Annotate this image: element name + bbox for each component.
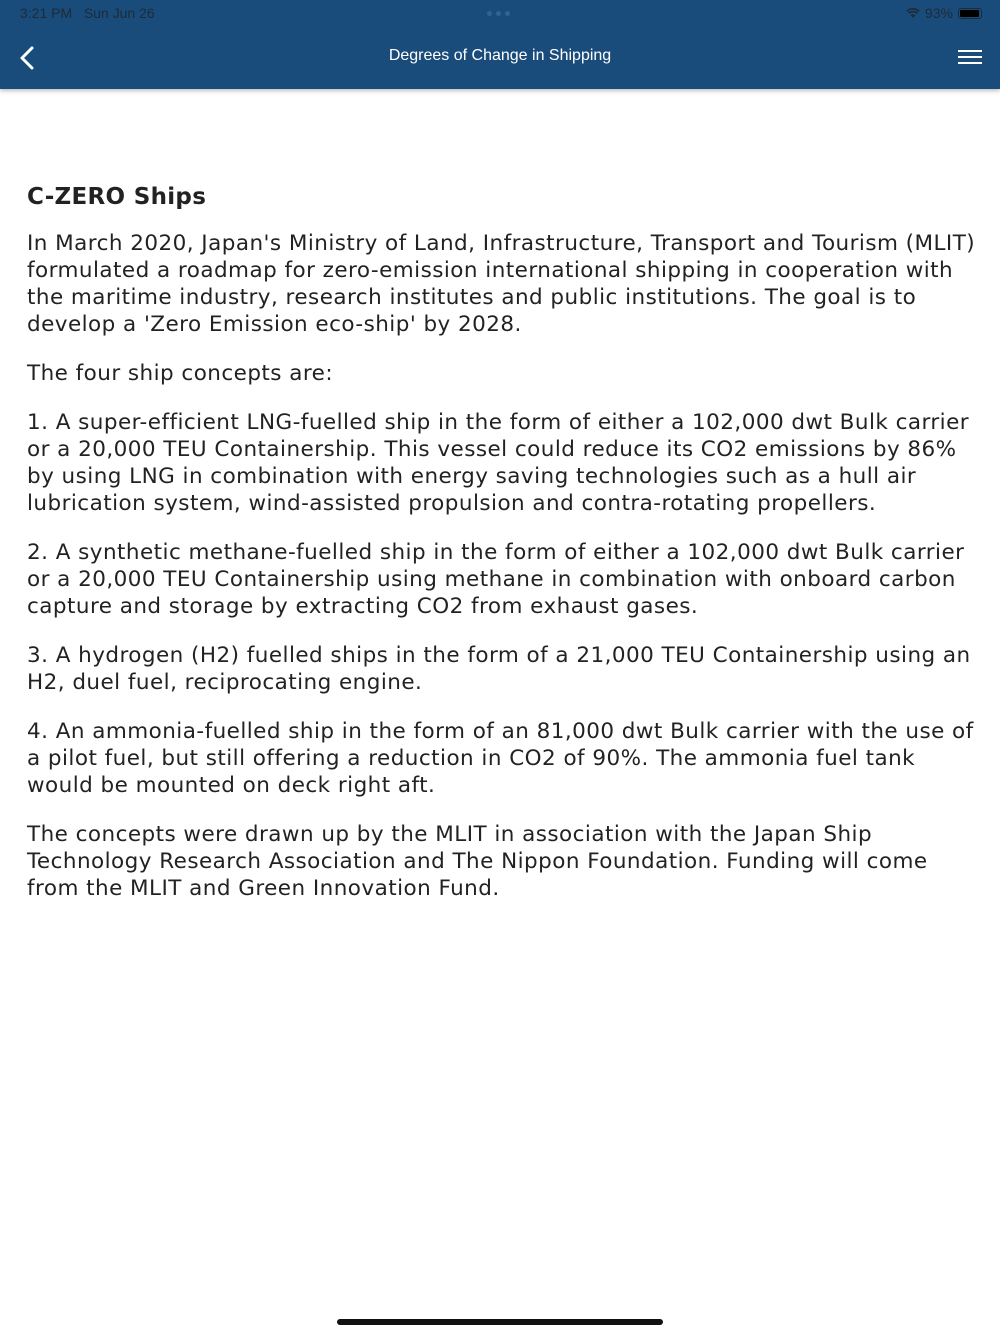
article-heading: C-ZERO Ships (27, 184, 207, 210)
status-indicators (906, 5, 982, 21)
article-paragraph: The four ship concepts are: (27, 361, 334, 386)
article-paragraph: In March 2020, Japan's Ministry of Land, Infrastructure, Transport and Tourism (MLIT) formulated a roadmap for zero-emission international shipping in cooperation with the maritime industry, research institutes and public institutions. The goal is to develop a 'Zero Emission eco-ship' by 2028. (27, 231, 976, 337)
navigation-bar (0, 0, 1000, 89)
battery-icon (958, 8, 982, 19)
article-content (27, 184, 982, 924)
article-paragraph: The concepts were drawn up by the MLIT in association with the Japan Ship Technology Research Association and The Nippon Foundation. Funding will come from the MLIT and Green Innovation Fund. (27, 822, 928, 901)
status-date: Sun Jun 26 (83, 5, 155, 21)
hamburger-menu-icon[interactable] (958, 50, 982, 66)
article-paragraph: 2. A synthetic methane-fuelled ship in the form of either a 102,000 dwt Bulk carrier or a 20,000 TEU Containership using methane in combination with onboard carbon capture and storage by extracting CO2 from exhaust gases. (27, 540, 965, 619)
article-paragraph: 3. A hydrogen (H2) fuelled ships in the form of a 21,000 TEU Containership using an H2, duel fuel, reciprocating engine. (27, 643, 971, 695)
article-paragraph: 1. A super-efficient LNG-fuelled ship in the form of either a 102,000 dwt Bulk carrier or a 20,000 TEU Containership. This vessel could reduce its CO2 emissions by 86% by using LNG in combination with energy saving technologies such as a hull air lubrication system, wind-assisted propulsion and contra-rotating propellers. (27, 410, 970, 516)
home-indicator[interactable] (337, 1319, 663, 1325)
page-title: Degrees of Change in Shipping (388, 47, 612, 64)
article-paragraph: 4. An ammonia-fuelled ship in the form of an 81,000 dwt Bulk carrier with the use of a pilot fuel, but still offering a reduction in CO2 of 90%. The ammonia fuel tank would be mounted on deck right aft. (27, 719, 974, 798)
status-time-date (20, 5, 155, 21)
battery-percent: 93% (924, 5, 953, 21)
wifi-icon (906, 8, 920, 19)
multitasking-dots-icon[interactable] (487, 11, 510, 16)
status-time: 3:21 PM (20, 5, 73, 21)
